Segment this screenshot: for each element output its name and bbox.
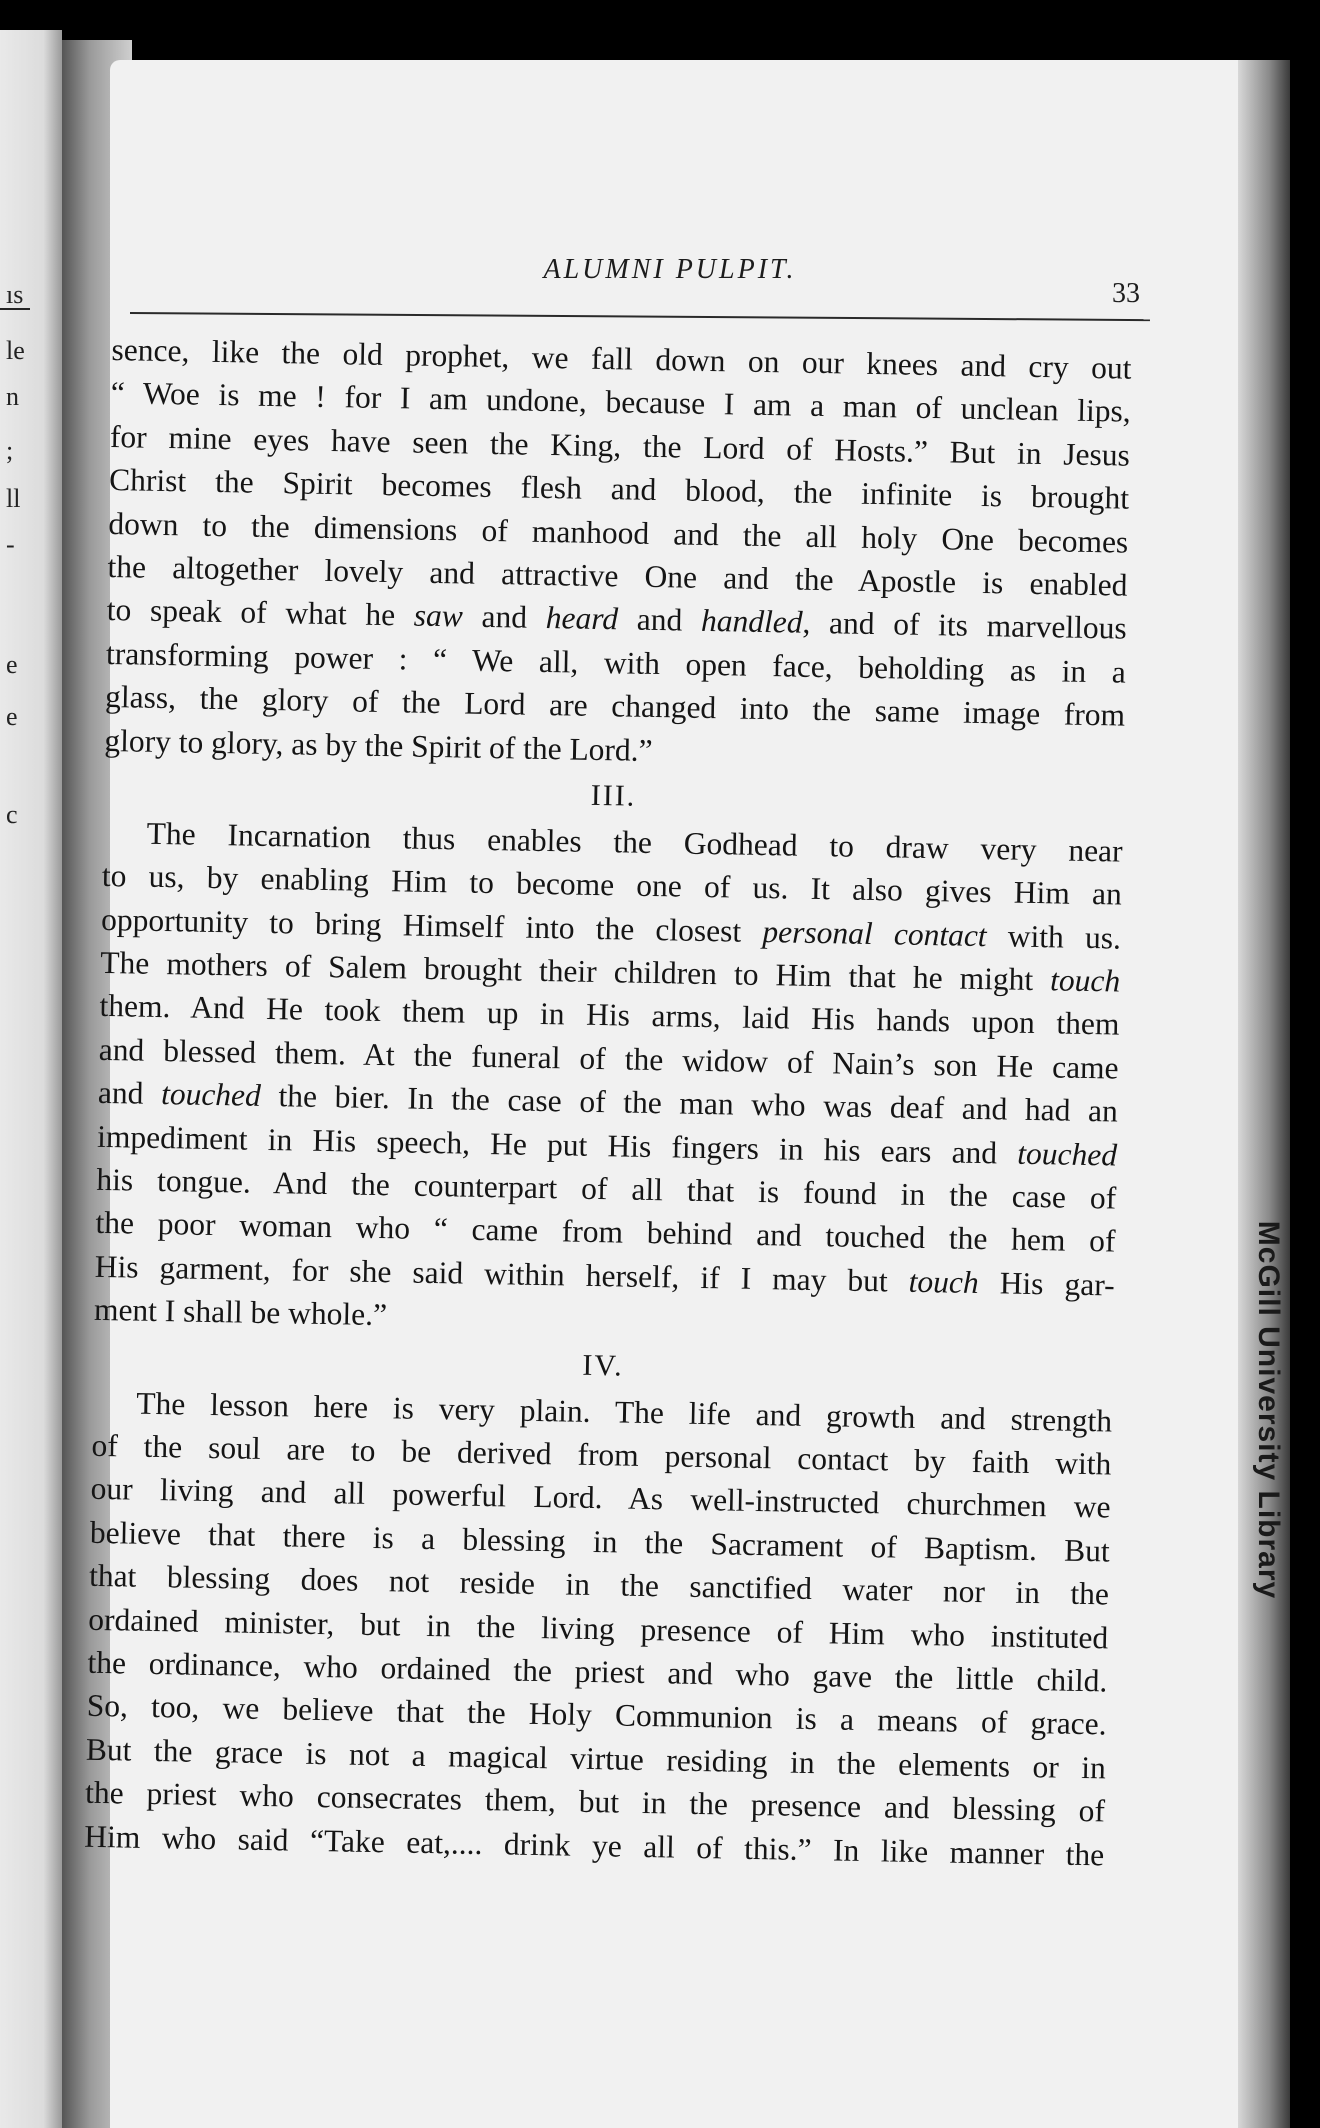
text-line: opportunity to bring Himself into the closest personal contact with us. (100, 901, 1122, 956)
left-page-fragment: le (6, 336, 25, 365)
running-title: ALUMNI PULPIT. (543, 254, 797, 285)
text-line: transforming power : “ We all, with open face, beholding as in a (105, 635, 1127, 690)
text-line: believe that there is a blessing in the Sacrament of Baptism. But (89, 1514, 1111, 1569)
text-line: and touched the bier. In the case of the man who was deaf and had an (97, 1075, 1119, 1129)
section-heading: IV. (582, 1348, 625, 1383)
text-line: down to the dimensions of manhood and the all holy One becomes (108, 505, 1129, 560)
left-page-fragment: e (6, 650, 18, 679)
text-line: glass, the glory of the Lord are changed into the same image from (104, 679, 1126, 733)
text-line: The lesson here is very plain. The life and growth and strength (135, 1385, 1113, 1439)
text-line: Him who said “Take eat,.... drink ye all of this.” In like manner the (84, 1818, 1105, 1872)
text-line: to speak of what he saw and heard and handled, and of its marvellous (106, 592, 1128, 646)
text-line: glory to glory, as by the Spirit of the Lord.” (104, 722, 653, 768)
text-line: of the soul are to be derived from personal contact by faith with (91, 1427, 1112, 1482)
left-page-fragment: c (6, 800, 18, 829)
text-line: that blessing does not reside in the sanctified water nor in the (88, 1557, 1110, 1612)
left-page-edge (0, 30, 62, 2128)
text-line: “ Woe is me ! for I am undone, because I am a man of unclean lips, (110, 375, 1131, 430)
right-page-edge (1238, 60, 1290, 2128)
left-page-fragment: n (6, 382, 19, 411)
left-page-fragment: ıs (6, 280, 24, 309)
left-page-fragment: ; (6, 436, 14, 465)
library-stamp: McGill University Library (1252, 1220, 1286, 1600)
text-line: the ordinance, who ordained the priest and who gave the little child. (87, 1644, 1108, 1699)
text-line: his tongue. And the counterpart of all that is found in the case of (96, 1161, 1117, 1216)
left-page-fragment: - (6, 530, 15, 559)
text-line: to us, by enabling Him to become one of us. It also gives Him an (101, 858, 1123, 912)
text-line: and blessed them. At the funeral of the widow of Nain’s son He came (98, 1031, 1119, 1086)
text-line: Christ the Spirit becomes flesh and blood, the infinite is brought (108, 462, 1130, 516)
body-text (84, 328, 1132, 1876)
text-line: our living and all powerful Lord. As well-instructed churchmen we (90, 1471, 1111, 1525)
text-line: impediment in His speech, He put His fingers in his ears and touched (96, 1118, 1118, 1173)
text-line: them. And He took them up in His arms, laid His hands upon them (99, 988, 1120, 1043)
left-page-fragment: ll (6, 484, 21, 513)
text-line: the poor woman who “ came from behind and touched the hem of (95, 1205, 1116, 1259)
section-heading: III. (590, 778, 637, 813)
text-line: But the grace is not a magical virtue residing in the elements or in (85, 1731, 1107, 1786)
text-line: The mothers of Salem brought their children to Him that he might touch (100, 944, 1121, 999)
page-number: 33 (1112, 278, 1140, 309)
text-line: sence, like the old prophet, we fall down on our knees and cry out (111, 331, 1132, 386)
text-line: for mine eyes have seen the King, the Lord of Hosts.” But in Jesus (109, 418, 1131, 473)
text-line: the altogether lovely and attractive One and the Apostle is enabled (107, 548, 1128, 603)
text-line: The Incarnation thus enables the Godhead to draw very near (146, 815, 1123, 869)
text-line: So, too, we believe that the Holy Communion is a means of grace. (86, 1688, 1107, 1742)
text-line: ment I shall be whole.” (93, 1292, 388, 1333)
text-line: the priest who consecrates them, but in the presence and blessing of (84, 1774, 1106, 1829)
text-line: ordained minister, but in the living presence of Him who instituted (88, 1601, 1109, 1656)
text-line: His garment, for she said within herself, if I may but touch His gar- (94, 1248, 1115, 1303)
left-page-fragment: e (6, 702, 18, 731)
